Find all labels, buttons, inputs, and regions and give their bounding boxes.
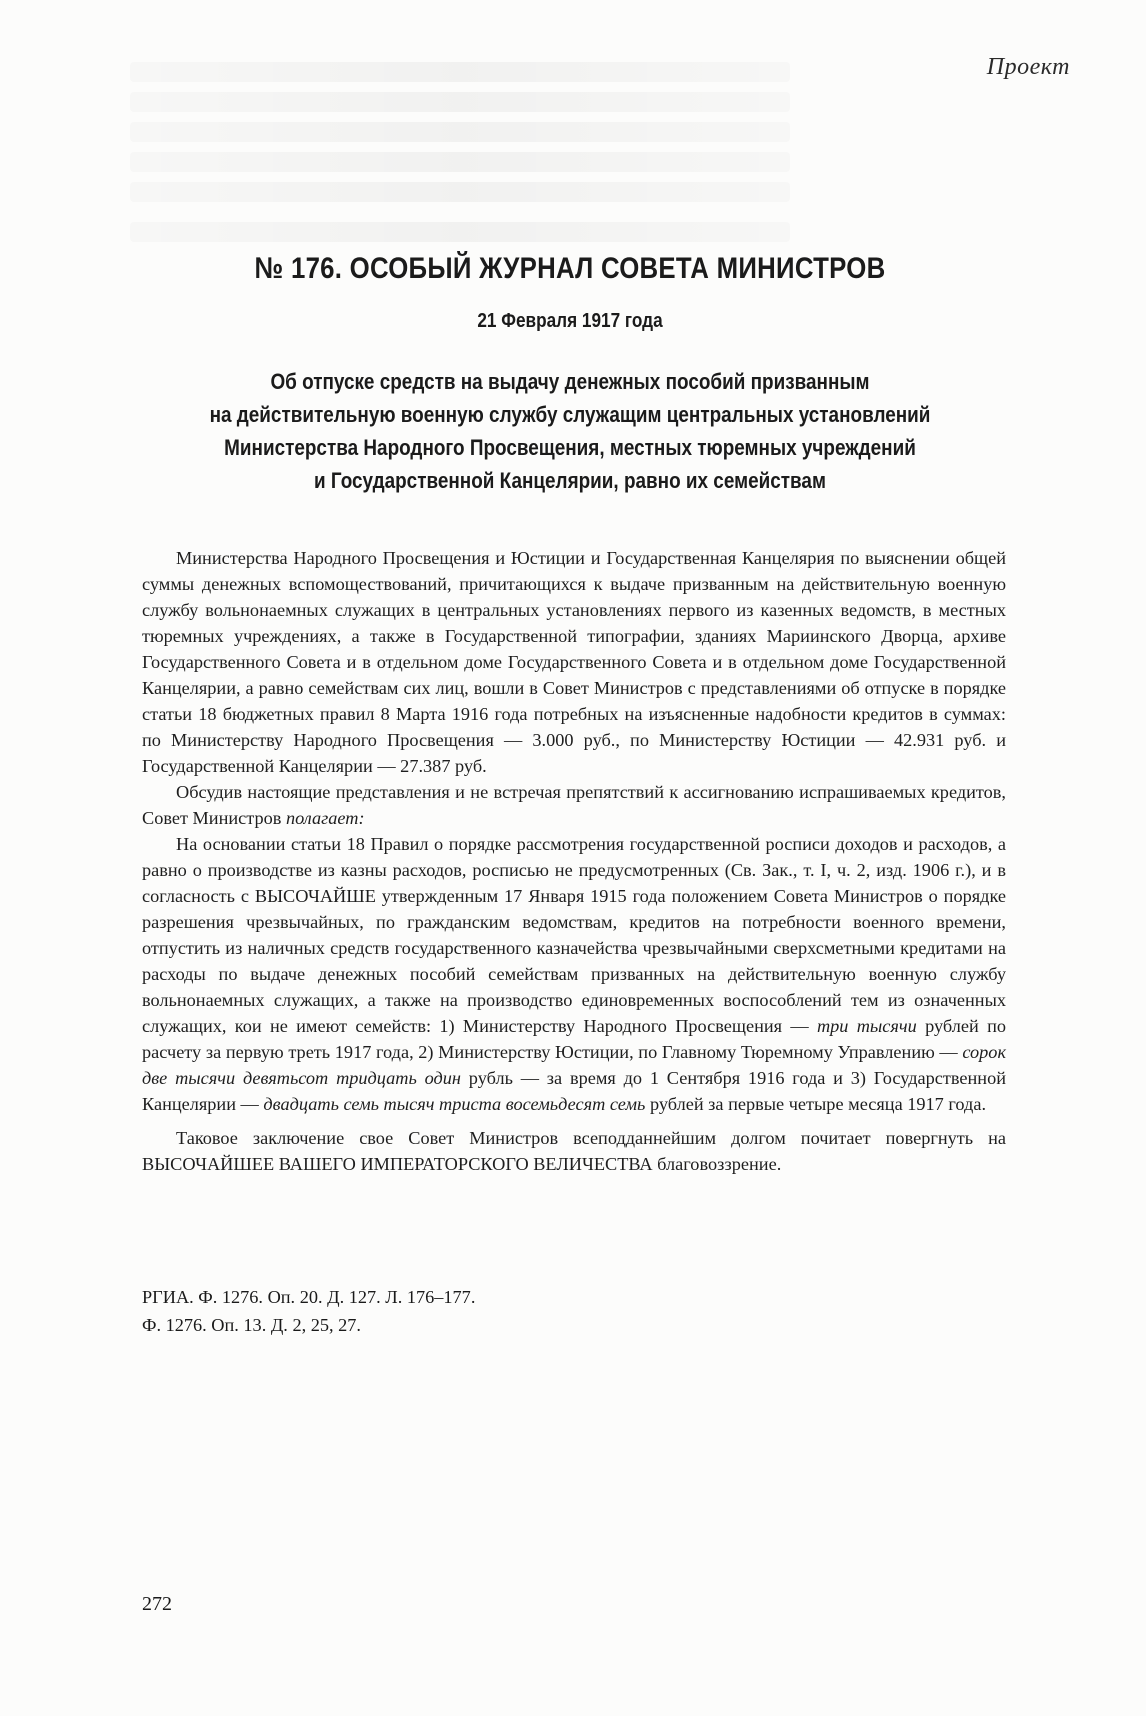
body-paragraph-2 bbox=[142, 779, 1006, 831]
subject-line: Министерства Народного Просвещения, местных тюремных учреждений bbox=[224, 435, 916, 460]
italic-resolution: полагает: bbox=[285, 808, 365, 828]
body-paragraph-4: Таковое заключение свое Совет Министров всеподданнейшим долгом почитает повергнуть на ВЫСОЧАЙШЕЕ ВАШЕГО ИМПЕРАТОРСКОГО ВЕЛИЧЕСТВА благовоззрение. bbox=[142, 1128, 1006, 1174]
archive-reference: Ф. 1276. Оп. 13. Д. 2, 25, 27. bbox=[142, 1315, 362, 1335]
body-paragraph-3 bbox=[142, 831, 1006, 1117]
document-subject bbox=[200, 365, 940, 497]
bleed-through-shadow bbox=[130, 62, 790, 82]
italic-amount: три тысячи bbox=[816, 1016, 917, 1036]
page-number: 272 bbox=[142, 1593, 172, 1615]
paragraph-text: На основании статьи 18 Правил о порядке рассмотрения государственной росписи доходов и расходов, а равно о производстве из казны расходов, росписью не предусмотренных (Св. Зак., т. I, ч. 2, изд. 1906 г.), и в согласность с ВЫСОЧАЙШЕ утвержденным 17 Января 1915 года положением Совета Министров о порядке разрешения чрезвычайных, по гражданским ведомствам, кредитов на потребности военного времени, отпустить из наличных средств государственного казначейства чрезвычайными сверхсметными кредитами на расходы по выдаче денежных пособий семействам призванных на действительную военную службу вольнонаемных служащих, а также на производство единовременных воспособлений тем из означенных служащих, кои не имеют семейств: 1) Министерству Народного Просвещения — bbox=[142, 834, 1006, 1036]
document-date: 21 Февраля 1917 года bbox=[477, 310, 663, 332]
paragraph-text: Обсудив настоящие представления и не встречая препятствий к ассигнованию испрашиваемых кредитов, Совет Министров bbox=[142, 782, 1006, 828]
bleed-through-shadow bbox=[130, 122, 790, 142]
document-title: № 176. ОСОБЫЙ ЖУРНАЛ СОВЕТА МИНИСТРОВ bbox=[254, 252, 886, 285]
archive-reference: РГИА. Ф. 1276. Оп. 20. Д. 127. Л. 176–177. bbox=[142, 1287, 476, 1307]
archive-references bbox=[142, 1283, 475, 1339]
italic-amount: сорок две тысячи девятьсот тридцать один bbox=[142, 1042, 1006, 1088]
subject-line: и Государственной Канцелярии, равно их семействам bbox=[314, 468, 826, 493]
document-body bbox=[142, 545, 1006, 1177]
subject-line: Об отпуске средств на выдачу денежных пособий призванным bbox=[270, 369, 870, 394]
paragraph-text: рублей за первые четыре месяца 1917 года. bbox=[645, 1094, 987, 1114]
draft-stamp: Проект bbox=[986, 54, 1070, 80]
bleed-through-shadow bbox=[130, 182, 790, 202]
bleed-through-shadow bbox=[130, 152, 790, 172]
bleed-through-shadow bbox=[130, 92, 790, 112]
paragraph-text: рубль — за время до 1 Сентября 1916 года и 3) Государственной Канцелярии — bbox=[142, 1068, 1006, 1114]
bleed-through-shadow bbox=[130, 222, 790, 242]
paragraph-text: рублей по расчету за первую треть 1917 года, 2) Министерству Юстиции, по Главному Тюремному Управлению — bbox=[142, 1016, 1006, 1062]
body-paragraph-1: Министерства Народного Просвещения и Юстиции и Государственная Канцелярия по выяснении общей суммы денежных вспомоществований, причитающихся к выдаче призванным на действительную военную службу вольнонаемных служащих в центральных установлениях первого из казенных ведомств, в местных тюремных учреждениях, а также в Государственной типографии, зданиях Мариинского Дворца, архиве Государственного Совета и в отдельном доме Государственного Совета и в отдельном доме Государственной Канцелярии, а равно семействам сих лиц, вошли в Совет Министров с представлениями об отпуске в порядке статьи 18 бюджетных правил 8 Марта 1916 года потребных на изъясненные надобности кредитов в суммах: по Министерству Народного Просвещения — 3.000 руб., по Министерству Юстиции — 42.931 руб. и Государственной Канцелярии — 27.387 руб. bbox=[142, 548, 1006, 776]
italic-amount: двадцать семь тысяч триста восемьдесят семь bbox=[263, 1094, 646, 1114]
subject-line: на действительную военную службу служащим центральных установлений bbox=[209, 402, 931, 427]
